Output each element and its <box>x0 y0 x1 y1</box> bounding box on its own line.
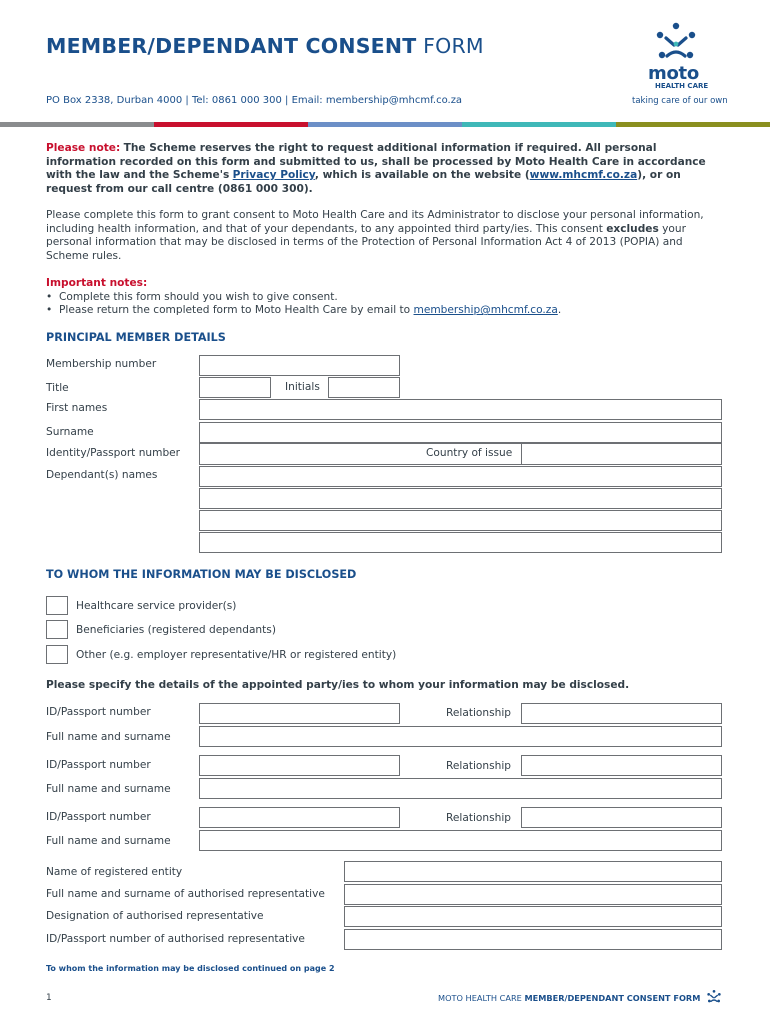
title-label: Title <box>46 382 69 394</box>
option-label: Beneficiaries (registered dependants) <box>76 624 276 636</box>
principal-heading: PRINCIPAL MEMBER DETAILS <box>46 331 226 344</box>
relationship-label: Relationship <box>446 707 512 719</box>
rep-id-label: ID/Passport number of authorised representative <box>46 933 305 945</box>
party-name-label: Full name and surname <box>46 783 171 795</box>
consent-paragraph: Please complete this form to grant consent to Moto Health Care and its Administrator to disclose your personal information, including health information, and that of your dependants, to any appointed third party/ies. This consent excludes your personal information that may be disclosed in terms of the Protection of Personal Information Act 4 of 2013 (POPIA) and Scheme rules. <box>46 209 704 262</box>
stripe-segment <box>616 122 770 127</box>
party-id-label: ID/Passport number <box>46 811 151 823</box>
page-title: MEMBER/DEPENDANT CONSENT FORM <box>46 34 484 58</box>
stripe-segment <box>308 122 462 127</box>
option-label: Healthcare service provider(s) <box>76 600 237 612</box>
please-note: Please note: The Scheme reserves the right to request additional information if required. All personal information recorded on this form and submitted to us, shall be processed by Moto Health Care in accordance with the law and the Scheme's Privacy Policy, which is available on the website (www.mhcmf.co.za), or on request from our call centre (0861 000 300). <box>46 142 706 195</box>
footer-title: MOTO HEALTH CARE MEMBER/DEPENDANT CONSENT FORM <box>438 993 701 1003</box>
id-passport-label: Identity/Passport number <box>46 447 181 459</box>
logo-name: moto <box>648 63 699 84</box>
footer-logo-icon <box>706 990 722 1004</box>
stripe-segment <box>0 122 154 127</box>
stripe-segment <box>154 122 308 127</box>
party-name-field[interactable] <box>199 830 722 851</box>
dependant-name-field[interactable] <box>199 488 722 509</box>
rep-name-field[interactable] <box>344 884 722 905</box>
option-label: Other (e.g. employer representative/HR or registered entity) <box>76 649 397 661</box>
country-field[interactable] <box>521 443 722 465</box>
title-field[interactable] <box>199 377 271 398</box>
relationship-field[interactable] <box>521 703 722 724</box>
stripe-segment <box>462 122 616 127</box>
first-names-field[interactable] <box>199 399 722 420</box>
surname-label: Surname <box>46 426 94 438</box>
party-id-label: ID/Passport number <box>46 706 151 718</box>
party-name-field[interactable] <box>199 778 722 799</box>
party-id-field[interactable] <box>199 807 400 828</box>
dependants-label: Dependant(s) names <box>46 469 158 481</box>
party-id-field[interactable] <box>199 703 400 724</box>
party-id-label: ID/Passport number <box>46 759 151 771</box>
first-names-label: First names <box>46 402 108 414</box>
surname-field[interactable] <box>199 422 722 443</box>
logo-tagline: taking care of our own <box>632 96 728 106</box>
continued-note: To whom the information may be disclosed continued on page 2 <box>46 964 335 973</box>
important-notes: Important notes: • Complete this form should you wish to give consent. • Please return the completed form to Moto Health Care by email to membership@mhcmf.co.za. <box>46 277 562 317</box>
initials-label: Initials <box>285 381 320 393</box>
dependant-name-field[interactable] <box>199 466 722 487</box>
rep-name-label: Full name and surname of authorised representative <box>46 888 325 900</box>
relationship-field[interactable] <box>521 755 722 776</box>
privacy-policy-link[interactable]: Privacy Policy <box>232 169 315 182</box>
disclosure-heading: TO WHOM THE INFORMATION MAY BE DISCLOSED <box>46 568 357 581</box>
website-link[interactable]: www.mhcmf.co.za <box>529 169 638 182</box>
beneficiaries-checkbox[interactable] <box>46 620 68 639</box>
other-checkbox[interactable] <box>46 645 68 664</box>
rep-id-field[interactable] <box>344 929 722 950</box>
relationship-label: Relationship <box>446 812 512 824</box>
rep-designation-field[interactable] <box>344 906 722 927</box>
moto-logo-icon <box>652 22 700 64</box>
party-name-label: Full name and surname <box>46 835 171 847</box>
relationship-field[interactable] <box>521 807 722 828</box>
membership-number-label: Membership number <box>46 358 157 370</box>
country-label: Country of issue <box>426 447 513 459</box>
dependant-name-field[interactable] <box>199 510 722 531</box>
specify-instruction: Please specify the details of the appointed party/ies to whom your information may be disclosed. <box>46 679 630 691</box>
dependant-name-field[interactable] <box>199 532 722 553</box>
page-number: 1 <box>46 993 52 1003</box>
entity-name-field[interactable] <box>344 861 722 882</box>
membership-email-link[interactable]: membership@mhcmf.co.za <box>413 304 558 317</box>
contact-details: PO Box 2338, Durban 4000 | Tel: 0861 000 300 | Email: membership@mhcmf.co.za <box>46 95 463 106</box>
party-id-field[interactable] <box>199 755 400 776</box>
healthcare-provider-checkbox[interactable] <box>46 596 68 615</box>
relationship-label: Relationship <box>446 760 512 772</box>
logo-sub: HEALTH CARE <box>655 82 709 90</box>
party-name-label: Full name and surname <box>46 731 171 743</box>
rep-designation-label: Designation of authorised representative <box>46 910 264 922</box>
party-name-field[interactable] <box>199 726 722 747</box>
initials-field[interactable] <box>328 377 400 398</box>
entity-name-label: Name of registered entity <box>46 866 183 878</box>
membership-number-field[interactable] <box>199 355 400 376</box>
